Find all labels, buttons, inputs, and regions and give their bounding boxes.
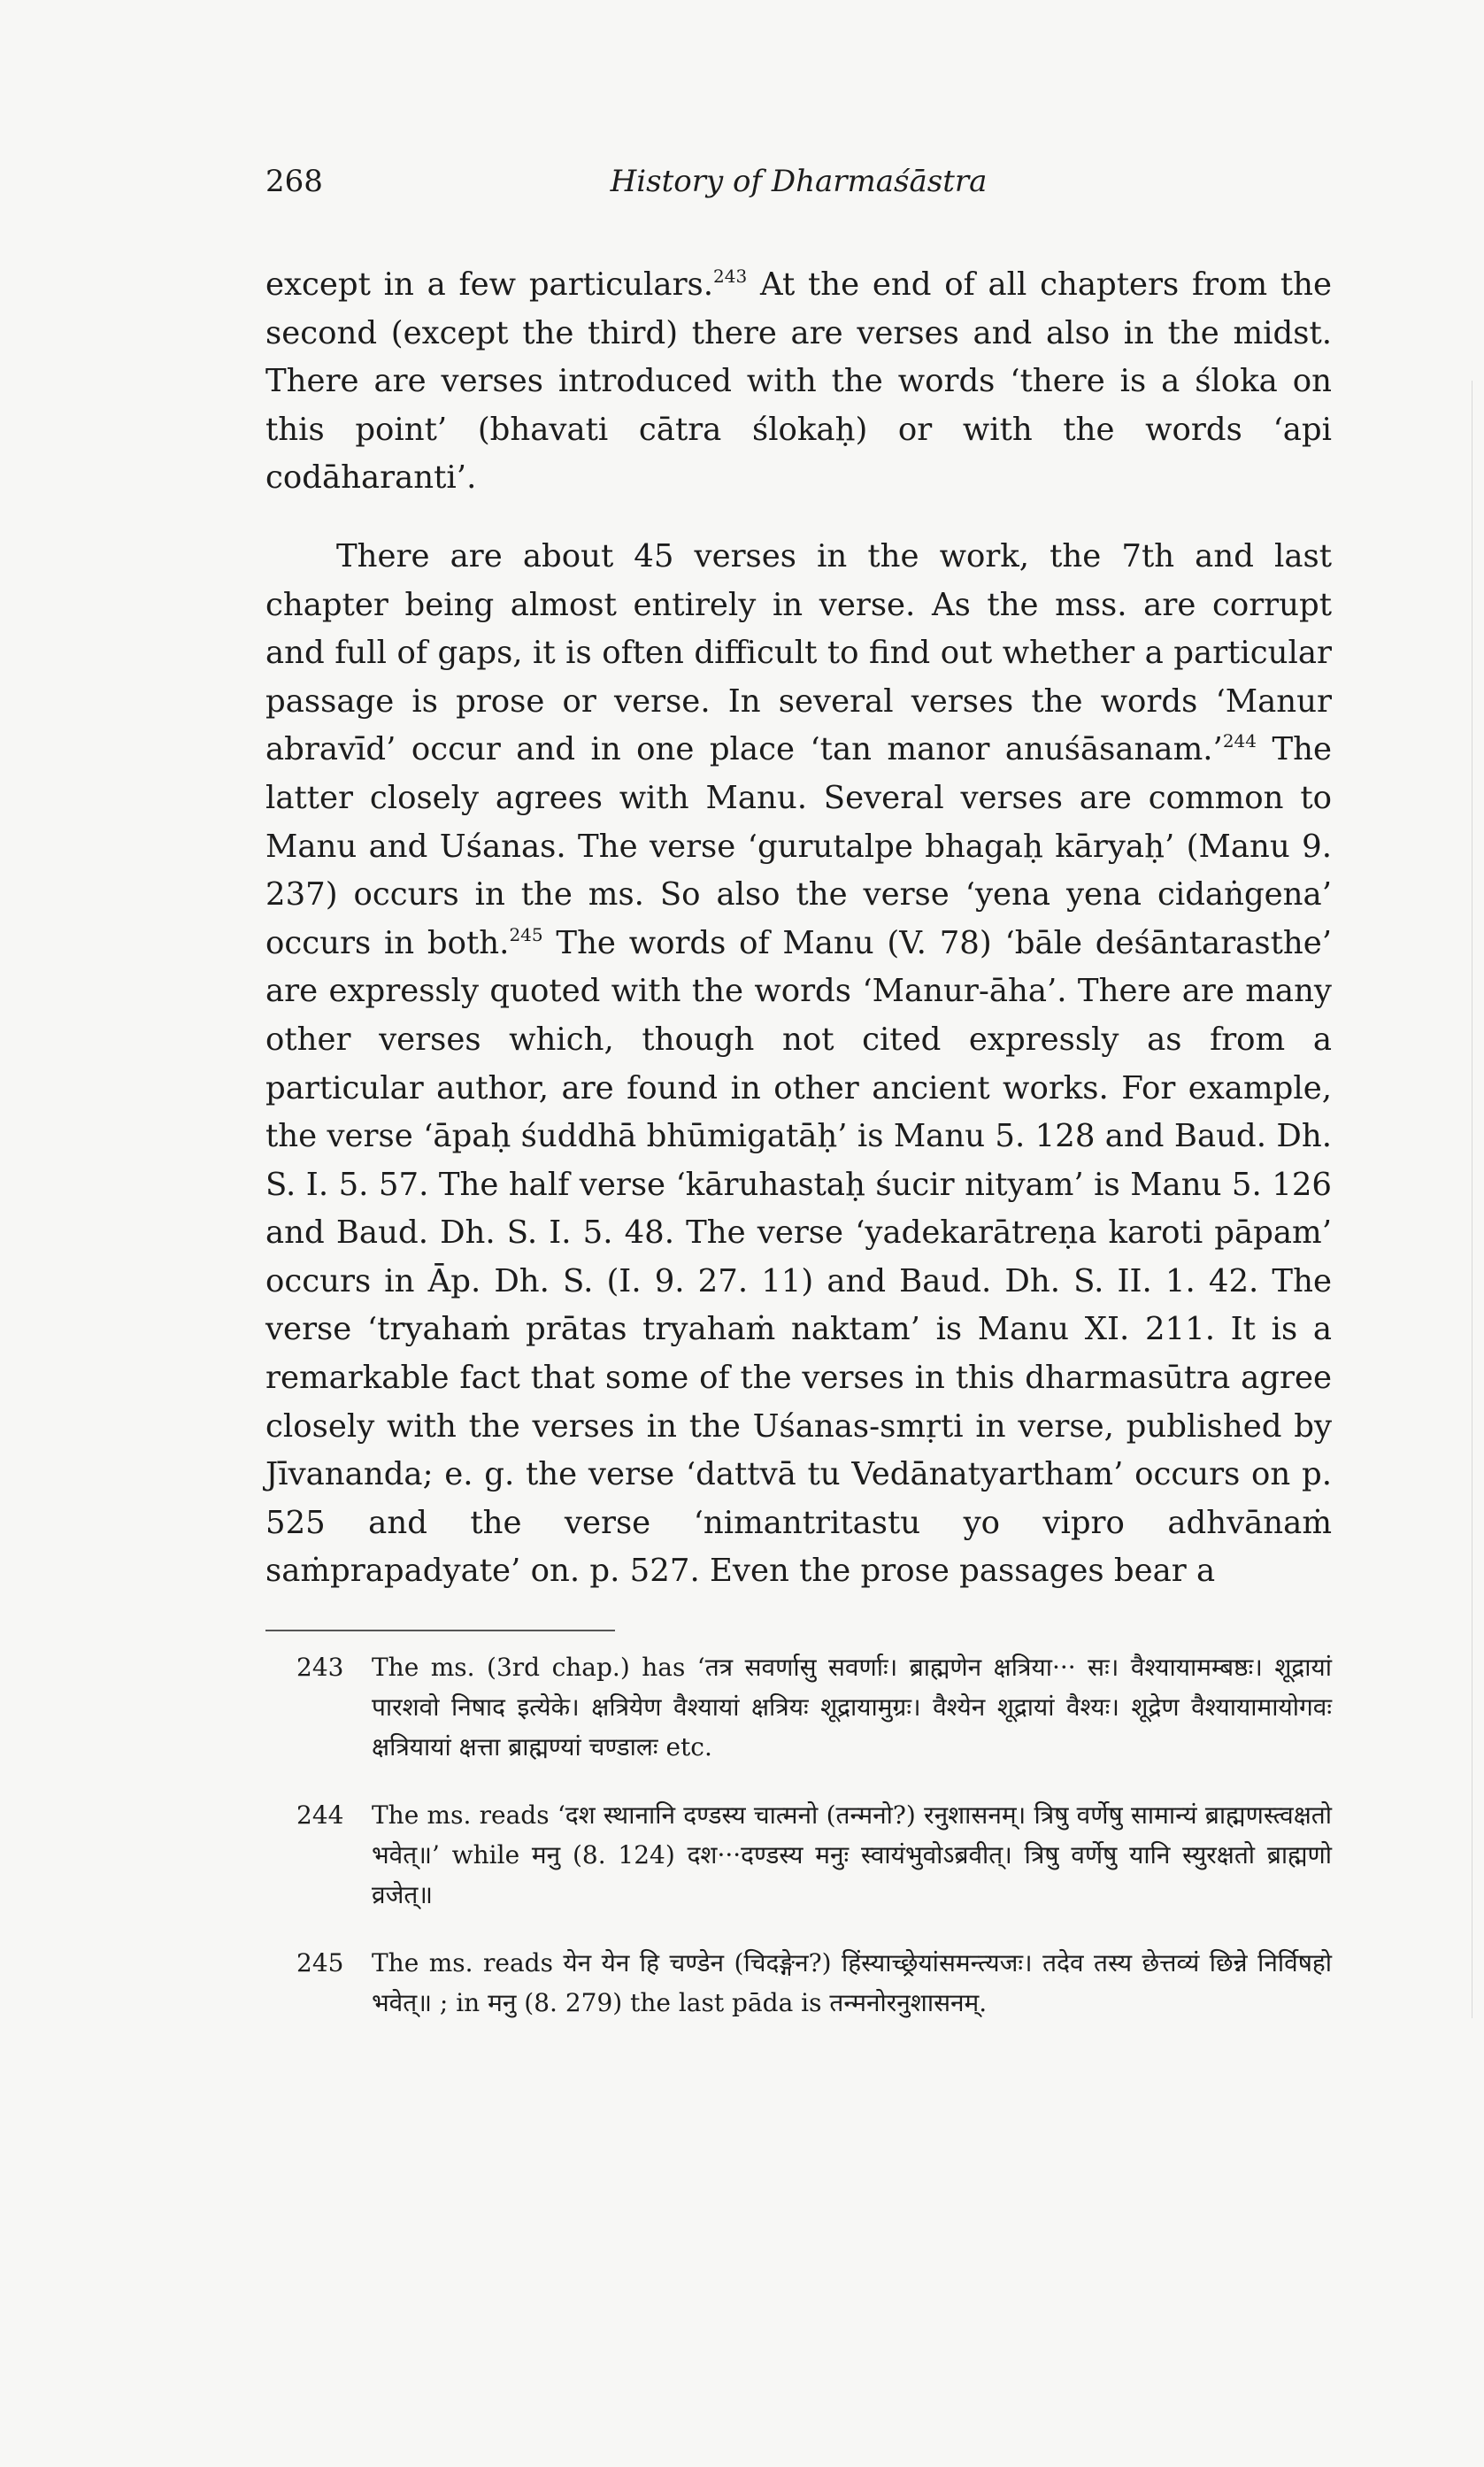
footnote-separator	[265, 1630, 615, 1631]
paragraph-text: At the end of all chapters from the second (except the third) there are verses and also in the midst. There are verses introduced with the words ‘there is a śloka on this point’ (bhavati cātra ślokaḥ) or with the words ‘api codāharanti’.	[265, 266, 1332, 497]
paragraph-text: except in a few particulars.	[265, 266, 714, 303]
paragraph-text: The words of Manu (V. 78) ‘bāle deśāntarasthe’ are expressly quoted with the words ‘Manur-āha’. There are many other verses which, though not cited expressly as from a particular author, are found in other ancient works. For example, the verse ‘āpaḥ śuddhā bhūmigatāḥ’ is Manu 5. 128 and Baud. Dh. S. I. 5. 57. The half verse ‘kāruhastaḥ śucir nityam’ is Manu 5. 126 and Baud. Dh. S. I. 5. 48. The verse ‘yadekarātreṇa karoti pāpam’ occurs in Āp. Dh. S. (I. 9. 27. 11) and Baud. Dh. S. II. 1. 42. The verse ‘tryahaṁ prātas tryahaṁ naktam’ is Manu XI. 211. It is a remarkable fact that some of the verses in this dharmasūtra agree closely with the verses in the Uśanas-smṛti in verse, published by Jīvananda; e. g. the verse ‘dattvā tu Vedānatyartham’ occurs on p. 525 and the verse ‘nimantritastu yo vipro adhvānaṁ saṁprapadyate’ on. p. 527. Even the prose passages bear a	[265, 924, 1332, 1590]
page-header	[265, 164, 1332, 217]
paragraph-text: The latter closely agrees with Manu. Several verses are common to Manu and Uśanas. The verse ‘gurutalpe bhagaḥ kāryaḥ’ (Manu 9. 237) occurs in the ms. So also the verse ‘yena yena cidaṅgena’ occurs in both.	[265, 731, 1332, 961]
footnotes	[265, 1647, 1332, 2023]
footnote-number: 243	[296, 1653, 344, 1683]
paragraph-continuation	[265, 261, 1332, 503]
footnote-ref-244: 244	[1222, 730, 1257, 752]
book-page	[265, 164, 1332, 2051]
footnote-number: 245	[296, 1948, 344, 1978]
footnote-ref-245: 245	[509, 923, 543, 945]
paragraph-verses	[265, 533, 1332, 1596]
footnote-244	[265, 1795, 1332, 1915]
footnote-245	[265, 1943, 1332, 2023]
footnote-text: The ms. reads येन येन हि चण्डेन (चिदङ्गेन?) हिंस्याच्छ्रेयांसमन्त्यजः। तदेव तस्य छेत्तव्यं छिन्ने निर्विषहो भवेत्॥ ; in मनु (8. 279) the last pāda is तन्मनोरनुशासनम्.	[372, 1948, 1332, 2018]
running-title: History of Dharmaśāstra	[610, 164, 988, 199]
paragraph-text: There are about 45 verses in the work, the 7th and last chapter being almost entirely in verse. As the mss. are corrupt and full of gaps, it is often difficult to find out whether a particular passage is prose or verse. In several verses the words ‘Manur abravīd’ occur and in one place ‘tan manor anuśāsanam.’	[265, 537, 1332, 768]
footnote-text: The ms. (3rd chap.) has ‘तत्र सवर्णासु सवर्णाः। ब्राह्मणेन क्षत्रिया··· सः। वैश्यायामम्बष्ठः। शूद्रायां पारशवो निषाद इत्येके। क्षत्रियेण वैश्यायां क्षत्रियः शूद्रायामुग्रः। वैश्येन शूद्रायां वैश्यः। शूद्रेण वैश्यायामायोगवः क्षत्रियायां क्षत्ता ब्राह्मण्यां चण्डालः etc.	[372, 1653, 1332, 1762]
footnote-ref-243: 243	[713, 266, 748, 287]
footnote-243	[265, 1647, 1332, 1767]
page-number: 268	[265, 164, 323, 199]
footnote-text: The ms. reads ‘दश स्थानानि दण्डस्य चात्मनो (तन्मनो?) रनुशासनम्। त्रिषु वर्णेषु सामान्यं ब्राह्मणस्त्वक्षतो भवेत्॥’ while मनु (8. 124) दश···दण्डस्य मनुः स्वायंभुवोऽब्रवीत्। त्रिषु वर्णेषु यानि स्युरक्षतो ब्राह्मणो व्रजेत्॥	[372, 1800, 1332, 1910]
footnote-number: 244	[296, 1800, 344, 1831]
